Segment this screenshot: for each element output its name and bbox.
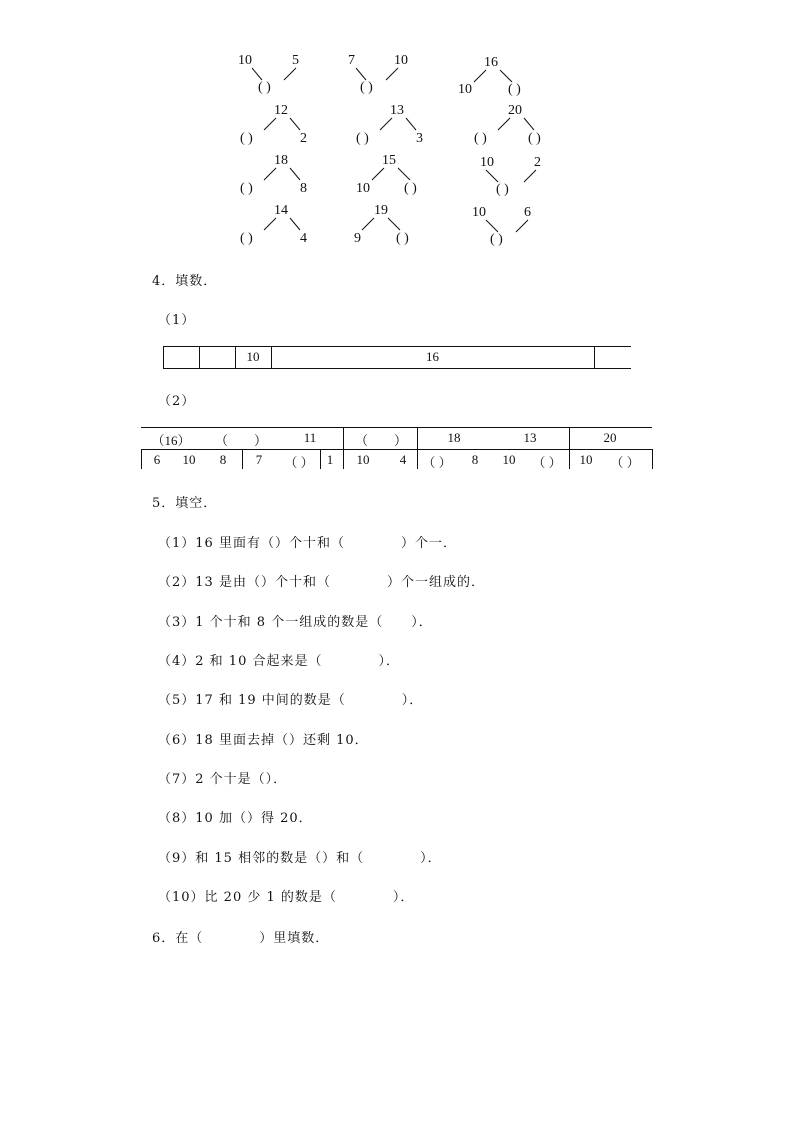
fill-in-item: （1）16 里面有（）个十和（ ）个一． [158,536,457,551]
tree-number: 18 [274,153,288,168]
tree-number: 3 [416,131,423,146]
table-cell: 13 [523,430,537,445]
table-cell: 11 [303,430,317,445]
fill-in-item: （6）18 里面去掉（）还剩 10． [158,733,369,748]
table-cell: 10 [182,452,196,467]
tree-number: 10 [458,82,472,97]
tree-blank[interactable]: ( ) [356,131,369,146]
tree-number: 4 [300,231,307,246]
fill-in-item: （2）13 是由（）个十和（ ）个一组成的． [158,575,485,590]
table-cell[interactable]: （ ） [214,433,267,448]
table-cell: （16） [151,433,191,448]
table-cell[interactable]: （ ） [284,455,314,470]
section-4-title: 4．填数． [152,274,218,289]
table-cell[interactable]: （ ） [354,433,407,448]
fill-in-item: （8）10 加（）得 20． [158,811,313,826]
tree-number: 10 [356,181,370,196]
table-cell: 8 [219,452,227,467]
tree-blank[interactable]: ( ) [360,80,373,95]
part-1-label: （1） [158,313,196,328]
tree-blank[interactable]: ( ) [240,231,253,246]
table-cell: 10 [579,452,593,467]
table-cell: 8 [471,452,479,467]
table-cell[interactable]: （ ） [610,455,640,470]
tree-number: 2 [534,155,541,170]
tree-number: 6 [524,205,531,220]
tree-number: 10 [472,205,486,220]
tree-number: 9 [354,231,361,246]
tree-number: 19 [374,203,388,218]
tree-number: 14 [274,203,288,218]
section-5-title: 5．填空． [152,496,218,511]
table-cell[interactable]: （ ） [532,455,562,470]
table-cell: 4 [399,452,407,467]
table-cell: 1 [326,452,334,467]
fill-in-item: （4）2 和 10 合起来是（ ）． [158,654,400,669]
tree-blank[interactable]: ( ) [490,232,503,247]
fill-in-item: （3）1 个十和 8 个一组成的数是（ ）． [158,615,433,630]
table-cell: 16 [426,349,439,364]
fill-in-item: （5）17 和 19 中间的数是（ ）． [158,693,424,708]
tree-blank[interactable]: ( ) [240,131,253,146]
fill-in-item: （10）比 20 少 1 的数是（ ）． [158,890,415,905]
tree-blank[interactable]: ( ) [474,131,487,146]
tree-blank[interactable]: ( ) [240,181,253,196]
tree-number: 16 [484,55,498,70]
table-cell: 10 [356,452,370,467]
table-cell: 7 [255,452,263,467]
tree-blank[interactable]: ( ) [258,80,271,95]
table-cell: 6 [153,452,161,467]
tree-number: 8 [300,181,307,196]
fill-in-item: （7）2 个十是（）． [158,772,288,787]
tree-number: 2 [300,131,307,146]
tree-number: 12 [274,103,288,118]
tree-blank[interactable]: ( ) [404,181,417,196]
tree-number: 7 [348,53,355,68]
tree-blank[interactable]: ( ) [396,231,409,246]
tree-connector-lines [0,0,793,300]
section-6-title: 6．在（ ）里填数． [152,931,330,946]
tree-number: 10 [394,53,408,68]
tree-blank[interactable]: ( ) [528,131,541,146]
tree-blank[interactable]: ( ) [508,82,521,97]
tree-number: 13 [390,103,404,118]
fill-in-item: （9）和 15 相邻的数是（）和（ ）． [158,851,442,866]
tree-blank[interactable]: ( ) [496,182,509,197]
table-cell[interactable]: （ ） [422,455,452,470]
tree-number: 5 [292,53,299,68]
tree-number: 10 [480,155,494,170]
tree-number: 10 [238,53,252,68]
table-cell: 18 [447,430,461,445]
table-cell: 10 [246,349,260,364]
table-cell: 20 [603,430,617,445]
table-cell: 10 [502,452,516,467]
tree-number: 15 [382,153,396,168]
tree-number: 20 [508,103,522,118]
part-2-label: （2） [158,394,196,409]
